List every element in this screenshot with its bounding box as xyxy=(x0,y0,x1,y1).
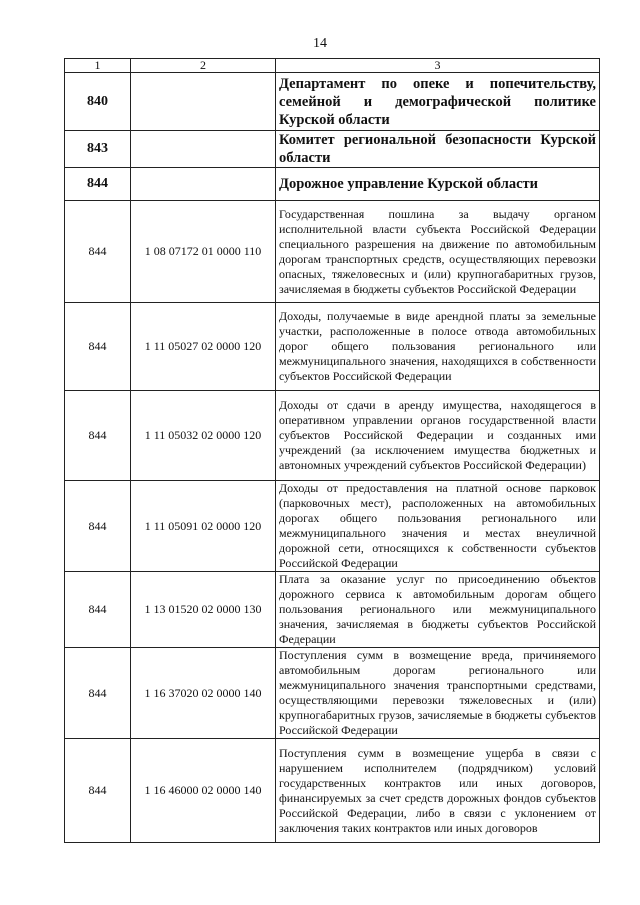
table-row xyxy=(65,201,600,303)
column-header: 2 xyxy=(131,59,276,73)
table-row xyxy=(65,648,600,739)
column-header: 1 xyxy=(65,59,131,73)
heading-row xyxy=(65,168,600,201)
table-row xyxy=(65,391,600,481)
empty-cell xyxy=(131,131,276,168)
heading-row xyxy=(65,73,600,131)
admin-code-cell: 844 xyxy=(65,391,131,481)
admin-code-cell: 844 xyxy=(65,201,131,303)
kbk-code-cell: 1 16 37020 02 0000 140 xyxy=(131,648,276,739)
administrator-code: 844 xyxy=(65,168,131,201)
income-codes-table xyxy=(64,58,600,843)
empty-cell xyxy=(131,73,276,131)
admin-code-cell: 844 xyxy=(65,481,131,572)
admin-code-cell: 844 xyxy=(65,572,131,648)
table-row xyxy=(65,572,600,648)
column-header: 3 xyxy=(276,59,600,73)
income-description: Поступления сумм в возмещение ущерба в связи с нарушением исполнителем (подрядчиком) условий государственных контрактов или иных договоров, финансируемых за счет средств дорожных фондов субъектов Российской Федерации, либо в связи с уклонением от заключения таких контрактов или иных договоров xyxy=(276,739,600,843)
administrator-code: 843 xyxy=(65,131,131,168)
heading-row xyxy=(65,131,600,168)
administrator-code: 840 xyxy=(65,73,131,131)
kbk-code-cell: 1 11 05032 02 0000 120 xyxy=(131,391,276,481)
income-description: Доходы от предоставления на платной основе парковок (парковочных мест), расположенных на автомобильных дорогах общего пользования регионального или межмуниципального значения и местах внеуличной дорожной сети, относящихся к собственности субъектов Российской Федерации xyxy=(276,481,600,572)
admin-code-cell: 844 xyxy=(65,303,131,391)
kbk-code-cell: 1 16 46000 02 0000 140 xyxy=(131,739,276,843)
empty-cell xyxy=(131,168,276,201)
administrator-name: Дорожное управление Курской области xyxy=(276,168,600,201)
admin-code-cell: 844 xyxy=(65,648,131,739)
administrator-name: Департамент по опеке и попечительству, семейной и демографической политике Курской области xyxy=(276,73,600,131)
income-description: Государственная пошлина за выдачу органом исполнительной власти субъекта Российской Федерации специального разрешения на движение по автомобильным дорогам транспортных средств, осуществляющих перевозки опасных, тяжеловесных и (или) крупногабаритных грузов, зачисляемая в бюджеты субъектов Российской Федерации xyxy=(276,201,600,303)
administrator-name: Комитет региональной безопасности Курской области xyxy=(276,131,600,168)
kbk-code-cell: 1 11 05091 02 0000 120 xyxy=(131,481,276,572)
kbk-code-cell: 1 13 01520 02 0000 130 xyxy=(131,572,276,648)
income-description: Доходы от сдачи в аренду имущества, находящегося в оперативном управлении органов государственной власти субъектов Российской Федерации и созданных ими учреждений (за исключением имущества бюджетных и автономных учреждений субъектов Российской Федерации) xyxy=(276,391,600,481)
table-row xyxy=(65,303,600,391)
page-number: 14 xyxy=(313,36,327,51)
income-description: Поступления сумм в возмещение вреда, причиняемого автомобильным дорогам регионального или межмуниципального значения транспортными средствами, осуществляющими перевозки тяжеловесных и (или) крупногабаритных грузов, зачисляемые в бюджеты субъектов Российской Федерации xyxy=(276,648,600,739)
kbk-code-cell: 1 08 07172 01 0000 110 xyxy=(131,201,276,303)
table-row xyxy=(65,481,600,572)
kbk-code-cell: 1 11 05027 02 0000 120 xyxy=(131,303,276,391)
table-header-row xyxy=(65,59,600,73)
table-row xyxy=(65,739,600,843)
admin-code-cell: 844 xyxy=(65,739,131,843)
income-description: Плата за оказание услуг по присоединению объектов дорожного сервиса к автомобильным дорогам общего пользования регионального или межмуниципального значения, зачисляемая в бюджеты субъектов Российской Федерации xyxy=(276,572,600,648)
income-description: Доходы, получаемые в виде арендной платы за земельные участки, расположенные в полосе отвода автомобильных дорог общего пользования регионального или межмуниципального значения, находящихся в собственности субъектов Российской Федерации xyxy=(276,303,600,391)
